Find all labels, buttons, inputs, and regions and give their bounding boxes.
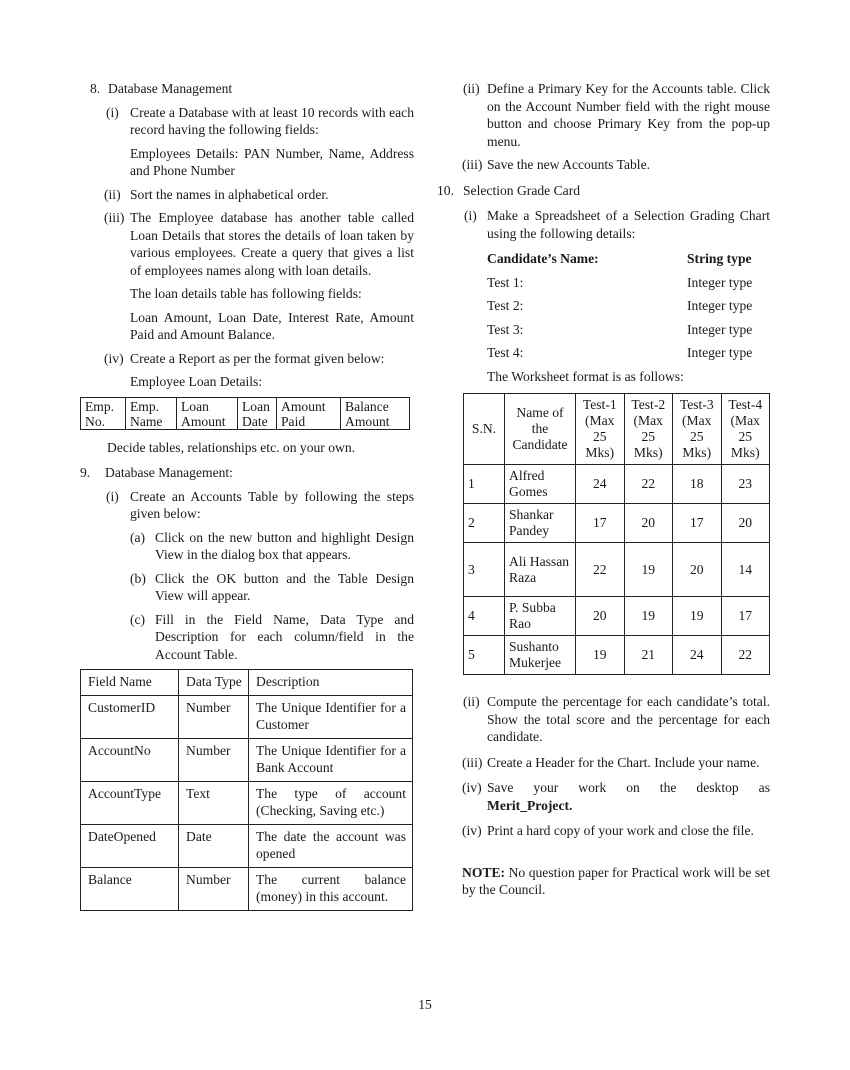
table-row (81, 695, 413, 738)
question-8 (84, 80, 414, 98)
score-cell: 17 (721, 597, 770, 636)
table-row (464, 465, 770, 504)
detail-name: Test 1: (487, 274, 524, 290)
score-cell: 21 (624, 636, 673, 675)
table-header-row (464, 394, 770, 465)
item-text: Save your work on the desktop as (487, 780, 770, 795)
item-number: (ii) (463, 81, 480, 96)
item-fields: Loan Amount, Loan Date, Interest Rate, Amount Paid and Amount Balance. (130, 309, 414, 342)
score-cell: 19 (624, 597, 673, 636)
item-number: (ii) (104, 186, 121, 202)
score-cell: 14 (721, 543, 770, 597)
q9-item-ii (437, 80, 770, 150)
table-caption: Employee Loan Details: (130, 374, 263, 389)
header-cell: Test-4 (Max 25 Mks) (721, 394, 770, 465)
sn-cell: 5 (464, 636, 505, 675)
candidate-name-cell: Sushanto Mukerjee (505, 636, 576, 675)
candidate-name-cell: P. Subba Rao (505, 597, 576, 636)
sn-cell: 1 (464, 465, 505, 504)
detail-name: Test 4: (487, 345, 524, 360)
data-type-cell: Number (179, 695, 249, 738)
question-9 (80, 464, 414, 482)
detail-type: Integer type (687, 321, 753, 337)
detail-type: Integer type (687, 274, 753, 290)
q8-item-i (84, 104, 414, 180)
data-type-cell: Text (179, 781, 249, 824)
item-number: (i) (464, 208, 477, 223)
q10-item-iii (437, 754, 770, 772)
header-cell: S.N. (464, 394, 505, 465)
table-row (464, 504, 770, 543)
score-cell: 22 (721, 636, 770, 675)
q9-step-b (84, 570, 414, 605)
detail-type: Integer type (687, 345, 753, 360)
item-text: Print a hard copy of your work and close the file. (487, 823, 754, 838)
question-number: 9. (80, 465, 91, 480)
score-cell: 23 (721, 465, 770, 504)
detail-name: Test 2: (487, 298, 524, 313)
description-cell: The type of account (Checking, Saving etc.) (249, 781, 413, 824)
q10-item-v (437, 822, 770, 840)
q10-item-ii (437, 693, 770, 746)
filename-text: Merit_Project. (487, 797, 573, 813)
data-type-cell: Number (179, 738, 249, 781)
detail-type: String type (687, 251, 752, 266)
header-cell: Amount Paid (277, 397, 341, 429)
question-number: 10. (437, 182, 454, 198)
table-row (81, 824, 413, 867)
sn-cell: 4 (464, 597, 505, 636)
item-text: Sort the names in alphabetical order. (130, 186, 329, 202)
right-column (437, 80, 770, 899)
q8-item-ii (84, 186, 414, 204)
step-text: Fill in the Field Name, Data Type and Description for each column/field in the Account Table. (155, 611, 414, 662)
item-number: (iii) (462, 157, 483, 172)
question-number: 8. (90, 81, 101, 96)
sn-cell: 2 (464, 504, 505, 543)
question-10 (437, 182, 770, 200)
note (437, 864, 770, 899)
item-note: The loan details table has following fields: (130, 286, 362, 301)
q9-step-a (84, 529, 414, 564)
candidate-name-cell: Ali Hassan Raza (505, 543, 576, 597)
description-cell: The Unique Identifier for a Customer (249, 695, 413, 738)
score-cell: 17 (673, 504, 722, 543)
header-cell: Test-3 (Max 25 Mks) (673, 394, 722, 465)
header-cell: Name of the Candidate (505, 394, 576, 465)
detail-row (487, 274, 770, 298)
detail-row (487, 250, 770, 274)
item-number: (iii) (104, 210, 125, 225)
detail-type: Integer type (687, 298, 753, 313)
score-cell: 22 (576, 543, 625, 597)
sn-cell: 3 (464, 543, 505, 597)
detail-name: Candidate’s Name: (487, 251, 599, 266)
table-row (464, 597, 770, 636)
data-type-cell: Date (179, 824, 249, 867)
description-cell: The Unique Identifier for a Bank Account (249, 738, 413, 781)
step-text: Click on the new button and highlight Design View in the dialog box that appears. (155, 529, 414, 562)
item-number: (i) (106, 104, 119, 120)
step-letter: (b) (130, 570, 146, 586)
detail-row (487, 297, 770, 321)
item-number: (i) (106, 488, 119, 504)
item-text: Make a Spreadsheet of a Selection Grading Chart using the following details: (487, 208, 770, 241)
item-text: Create a Header for the Chart. Include your name. (487, 754, 760, 770)
score-cell: 22 (624, 465, 673, 504)
table-header-row (81, 397, 410, 429)
candidate-name-cell: Alfred Gomes (505, 465, 576, 504)
header-cell: Balance Amount (341, 397, 410, 429)
score-cell: 20 (576, 597, 625, 636)
worksheet-caption: The Worksheet format is as follows: (487, 368, 684, 384)
candidate-name-cell: Shankar Pandey (505, 504, 576, 543)
step-text: Click the OK button and the Table Design View will appear. (155, 570, 414, 603)
field-name-cell: AccountNo (81, 738, 179, 781)
field-name-cell: AccountType (81, 781, 179, 824)
score-cell: 24 (673, 636, 722, 675)
header-cell: Loan Date (238, 397, 277, 429)
score-cell: 20 (624, 504, 673, 543)
score-cell: 17 (576, 504, 625, 543)
item-number: (ii) (463, 694, 480, 709)
note-text: No question paper for Practical work will be set by the Council. (462, 864, 770, 897)
table-row (81, 738, 413, 781)
decide-note: Decide tables, relationships etc. on your own. (107, 439, 356, 455)
accounts-table (80, 669, 413, 911)
item-text: Create an Accounts Table by following the steps given below: (130, 488, 414, 521)
item-number: (iii) (462, 754, 483, 770)
score-cell: 18 (673, 465, 722, 504)
score-cell: 20 (721, 504, 770, 543)
description-cell: The current balance (money) in this account. (249, 867, 413, 910)
q9-item-i (84, 488, 414, 523)
table-header-row (81, 670, 413, 696)
header-cell: Emp. Name (126, 397, 177, 429)
item-number: (iv) (462, 823, 482, 838)
description-cell: The date the account was opened (249, 824, 413, 867)
header-cell: Loan Amount (177, 397, 238, 429)
header-cell: Emp. No. (81, 397, 126, 429)
q9-item-iii (437, 156, 770, 174)
score-cell: 19 (576, 636, 625, 675)
score-cell: 19 (624, 543, 673, 597)
detail-row (487, 344, 770, 368)
header-cell: Field Name (81, 670, 179, 696)
item-fields: Employees Details: PAN Number, Name, Address and Phone Number (130, 145, 414, 178)
item-text: The Employee database has another table called Loan Details that stores the details of loan taken by various employees. Create a query that gives a list of employees names along with loan details. (130, 210, 414, 278)
item-text: Save the new Accounts Table. (487, 157, 651, 172)
note-label: NOTE: (462, 864, 506, 880)
step-letter: (a) (130, 529, 146, 545)
page-number: 15 (418, 997, 432, 1012)
field-name-cell: CustomerID (81, 695, 179, 738)
candidate-details (437, 250, 770, 385)
item-text: Create a Report as per the format given below: (130, 350, 385, 366)
header-cell: Data Type (179, 670, 249, 696)
item-text: Create a Database with at least 10 records with each record having the following fields: (130, 104, 414, 137)
q8-item-iv (84, 350, 414, 391)
score-cell: 24 (576, 465, 625, 504)
q8-item-iii (84, 209, 414, 344)
detail-row (487, 321, 770, 345)
question-title: Database Management: (105, 465, 233, 480)
header-cell: Description (249, 670, 413, 696)
step-letter: (c) (130, 611, 146, 627)
item-text: Define a Primary Key for the Accounts table. Click on the Account Number field with the right mouse button and choose Primary Key from the pop-up menu. (487, 81, 770, 149)
field-name-cell: DateOpened (81, 824, 179, 867)
table-row (81, 781, 413, 824)
left-column (80, 80, 414, 911)
header-cell: Test-2 (Max 25 Mks) (624, 394, 673, 465)
table-row (464, 636, 770, 675)
q9-step-c (84, 611, 414, 664)
field-name-cell: Balance (81, 867, 179, 910)
question-title: Database Management (108, 81, 233, 96)
table-row (464, 543, 770, 597)
header-cell: Test-1 (Max 25 Mks) (576, 394, 625, 465)
score-cell: 20 (673, 543, 722, 597)
data-type-cell: Number (179, 867, 249, 910)
score-cell: 19 (673, 597, 722, 636)
detail-name: Test 3: (487, 321, 524, 337)
q10-item-iv (437, 779, 770, 814)
item-number: (iv) (462, 780, 482, 795)
item-number: (iv) (104, 350, 124, 366)
grading-table (463, 393, 770, 675)
loan-details-table (80, 397, 410, 430)
q10-item-i (437, 207, 770, 242)
question-title: Selection Grade Card (463, 182, 581, 198)
item-text: Compute the percentage for each candidate’s total. Show the total score and the percentage for each candidate. (487, 694, 770, 744)
table-row (81, 867, 413, 910)
